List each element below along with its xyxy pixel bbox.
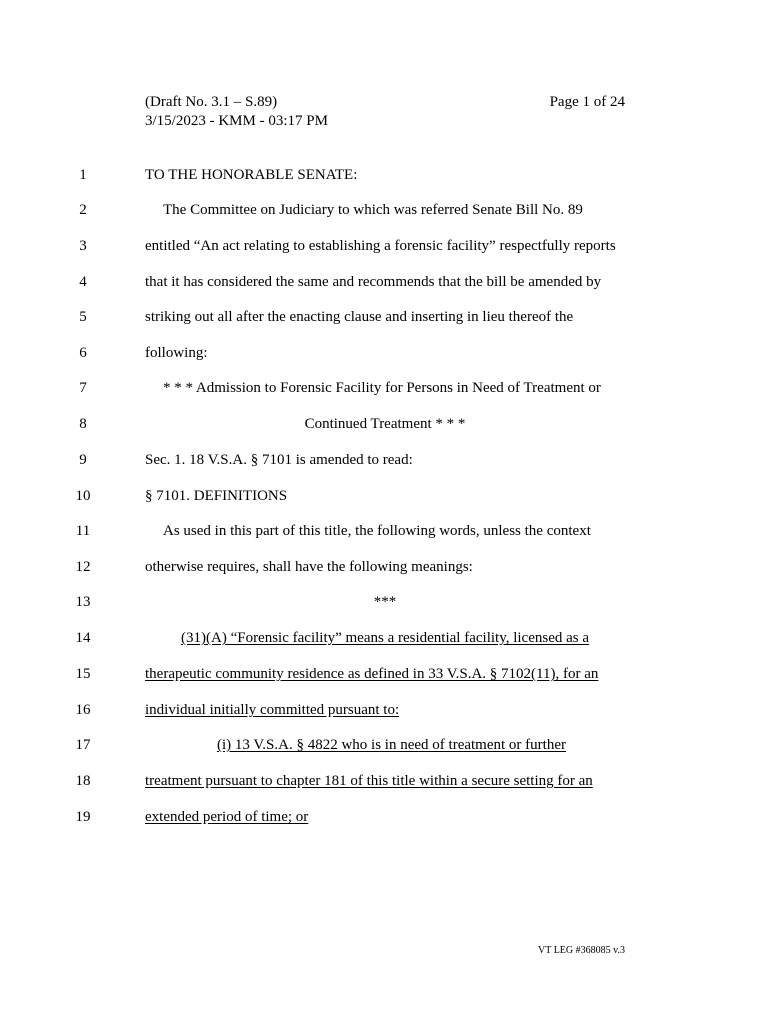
document-footer: VT LEG #368085 v.3 xyxy=(538,945,625,956)
draft-number: (Draft No. 3.1 – S.89) xyxy=(145,94,278,110)
line-text: (31)(A) “Forensic facility” means a residential facility, licensed as a xyxy=(181,630,590,646)
line-text: entitled “An act relating to establishing a forensic facility” respectfully reports xyxy=(145,238,616,254)
line-text: * * * Admission to Forensic Facility for Persons in Need of Treatment or xyxy=(163,380,601,396)
line-text: treatment pursuant to chapter 181 of this title within a secure setting for an xyxy=(145,773,593,789)
line-text: § 7101. DEFINITIONS xyxy=(145,488,288,504)
line-text: striking out all after the enacting clause and inserting in lieu thereof the xyxy=(145,309,574,325)
line-text: (i) 13 V.S.A. § 4822 who is in need of treatment or further xyxy=(217,737,566,753)
line-number: 7 xyxy=(79,380,87,396)
text-line xyxy=(0,807,770,827)
text-line xyxy=(0,236,770,256)
line-text: *** xyxy=(373,594,397,610)
text-line xyxy=(0,165,770,185)
line-number: 14 xyxy=(75,630,91,646)
text-line xyxy=(0,414,770,434)
line-number: 4 xyxy=(79,274,87,290)
line-number: 10 xyxy=(75,488,91,504)
line-text: Sec. 1. 18 V.S.A. § 7101 is amended to read: xyxy=(145,452,413,468)
line-text: therapeutic community residence as defined in 33 V.S.A. § 7102(11), for an xyxy=(145,666,599,682)
text-line xyxy=(0,450,770,470)
text-line xyxy=(0,592,770,612)
line-number: 3 xyxy=(79,238,87,254)
line-text: individual initially committed pursuant to: xyxy=(145,702,400,718)
text-line xyxy=(0,557,770,577)
text-line xyxy=(0,343,770,363)
line-number: 16 xyxy=(75,702,91,718)
line-text: extended period of time; or xyxy=(145,809,309,825)
line-number: 15 xyxy=(75,666,91,682)
line-number: 6 xyxy=(79,345,87,361)
line-text: TO THE HONORABLE SENATE: xyxy=(145,167,358,183)
line-number: 8 xyxy=(79,416,87,432)
text-line xyxy=(0,307,770,327)
text-line xyxy=(0,700,770,720)
text-line xyxy=(0,272,770,292)
line-text: that it has considered the same and recommends that the bill be amended by xyxy=(145,274,602,290)
line-number: 9 xyxy=(79,452,87,468)
line-number: 1 xyxy=(79,167,87,183)
line-number: 11 xyxy=(75,523,91,539)
text-line xyxy=(0,521,770,541)
line-number: 17 xyxy=(75,737,91,753)
draft-timestamp: 3/15/2023 - KMM - 03:17 PM xyxy=(145,113,328,129)
line-text: following: xyxy=(145,345,208,361)
line-number: 5 xyxy=(79,309,87,325)
line-text: Continued Treatment * * * xyxy=(304,416,466,432)
text-line xyxy=(0,628,770,648)
text-line xyxy=(0,200,770,220)
text-line xyxy=(0,771,770,791)
line-number: 12 xyxy=(75,559,91,575)
line-number: 18 xyxy=(75,773,91,789)
line-text: As used in this part of this title, the following words, unless the context xyxy=(163,523,591,539)
text-line xyxy=(0,486,770,506)
page-number: Page 1 of 24 xyxy=(549,94,625,110)
text-line xyxy=(0,735,770,755)
line-text: The Committee on Judiciary to which was referred Senate Bill No. 89 xyxy=(163,202,583,218)
line-number: 13 xyxy=(75,594,91,610)
line-number: 19 xyxy=(75,809,91,825)
text-line xyxy=(0,664,770,684)
line-number: 2 xyxy=(79,202,87,218)
text-line xyxy=(0,378,770,398)
line-text: otherwise requires, shall have the following meanings: xyxy=(145,559,473,575)
